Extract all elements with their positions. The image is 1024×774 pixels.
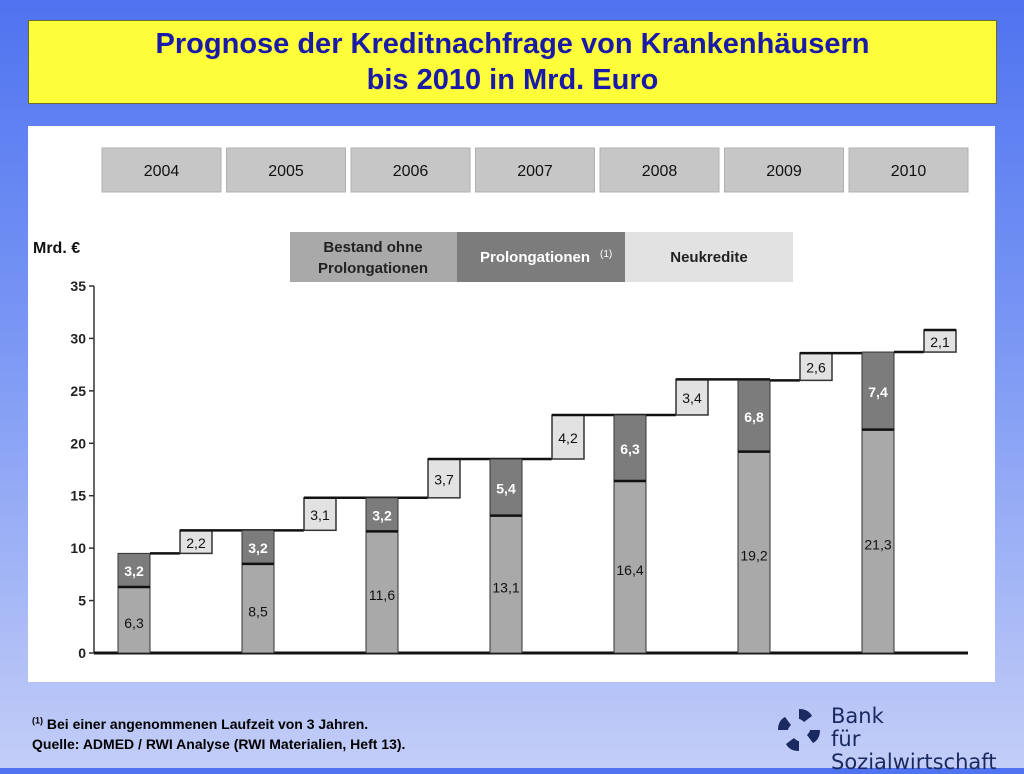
title-line-1: Prognose der Kreditnachfrage von Krankenhäusern — [155, 28, 870, 60]
bar-label-neukredite: 2,1 — [930, 334, 950, 351]
footnote-line — [32, 714, 405, 734]
source-line: Quelle: ADMED / RWI Analyse (RWI Materialien, Heft 13). — [32, 736, 406, 752]
legend-label-neukredite: Neukredite — [670, 249, 748, 266]
logo — [776, 704, 1016, 774]
logo-line-2: für Sozialwirtschaft — [831, 727, 997, 774]
bar-label-neukredite: 2,2 — [186, 534, 206, 551]
bar-label-neukredite: 4,2 — [558, 429, 578, 446]
footnote-text: Bei einer angenommenen Laufzeit von 3 Jahren. — [46, 716, 369, 732]
bar-label-bestand: 16,4 — [616, 562, 644, 579]
bar-label-bestand: 11,6 — [368, 587, 396, 604]
bar-label-neukredite: 3,7 — [434, 471, 454, 488]
bar-label-neukredite: 2,6 — [806, 359, 826, 376]
bar-label-neukredite: 3,1 — [310, 507, 330, 524]
year-header-label: 2005 — [268, 163, 304, 180]
footnote — [32, 714, 405, 754]
year-header-label: 2010 — [890, 163, 927, 180]
bar-label-bestand: 19,2 — [740, 547, 768, 564]
y-axis-label: Mrd. € — [33, 240, 81, 257]
logo-mark-icon — [776, 707, 822, 753]
legend-label-bestand-1: Bestand ohne — [323, 239, 423, 256]
year-header-label: 2004 — [143, 163, 180, 180]
bar-label-bestand: 6,3 — [124, 614, 144, 631]
bar-label-bestand: 8,5 — [248, 603, 268, 620]
title-line-2: bis 2010 in Mrd. Euro — [366, 64, 659, 96]
y-tick-label: 20 — [70, 435, 86, 452]
bar-label-prolongation: 3,2 — [248, 540, 268, 557]
year-header-label: 2008 — [641, 163, 678, 180]
logo-text — [831, 705, 1016, 774]
bar-label-prolongation: 3,2 — [372, 507, 392, 524]
y-tick-label: 25 — [70, 382, 86, 399]
chart-svg — [28, 126, 995, 682]
bar-label-prolongation: 6,8 — [744, 409, 764, 426]
bar-label-prolongation: 6,3 — [620, 441, 640, 458]
bar-label-bestand: 21,3 — [864, 536, 892, 553]
bar-label-prolongation: 7,4 — [868, 383, 888, 400]
bar-label-neukredite: 3,4 — [682, 390, 702, 407]
y-tick-label: 0 — [78, 645, 86, 661]
year-header-label: 2009 — [766, 163, 802, 180]
bar-label-prolongation: 5,4 — [496, 480, 516, 497]
year-header-label: 2006 — [392, 163, 429, 180]
year-header-label: 2007 — [517, 163, 553, 180]
legend-label-bestand-2: Prolongationen — [318, 260, 428, 277]
y-tick-label: 5 — [78, 592, 86, 609]
chart-panel — [28, 126, 995, 682]
bar-label-prolongation: 3,2 — [124, 563, 144, 580]
legend-label-prolongation: Prolongationen — [480, 249, 590, 266]
y-tick-label: 35 — [70, 278, 86, 294]
title-box — [28, 20, 997, 104]
y-tick-label: 15 — [70, 487, 86, 504]
legend-label-prolongation-marker: (1) — [600, 249, 613, 260]
footnote-marker: (1) — [32, 715, 43, 726]
y-tick-label: 30 — [70, 330, 86, 347]
bar-label-bestand: 13,1 — [492, 579, 520, 596]
y-tick-label: 10 — [70, 540, 86, 557]
logo-line-1: Bank — [831, 704, 884, 728]
